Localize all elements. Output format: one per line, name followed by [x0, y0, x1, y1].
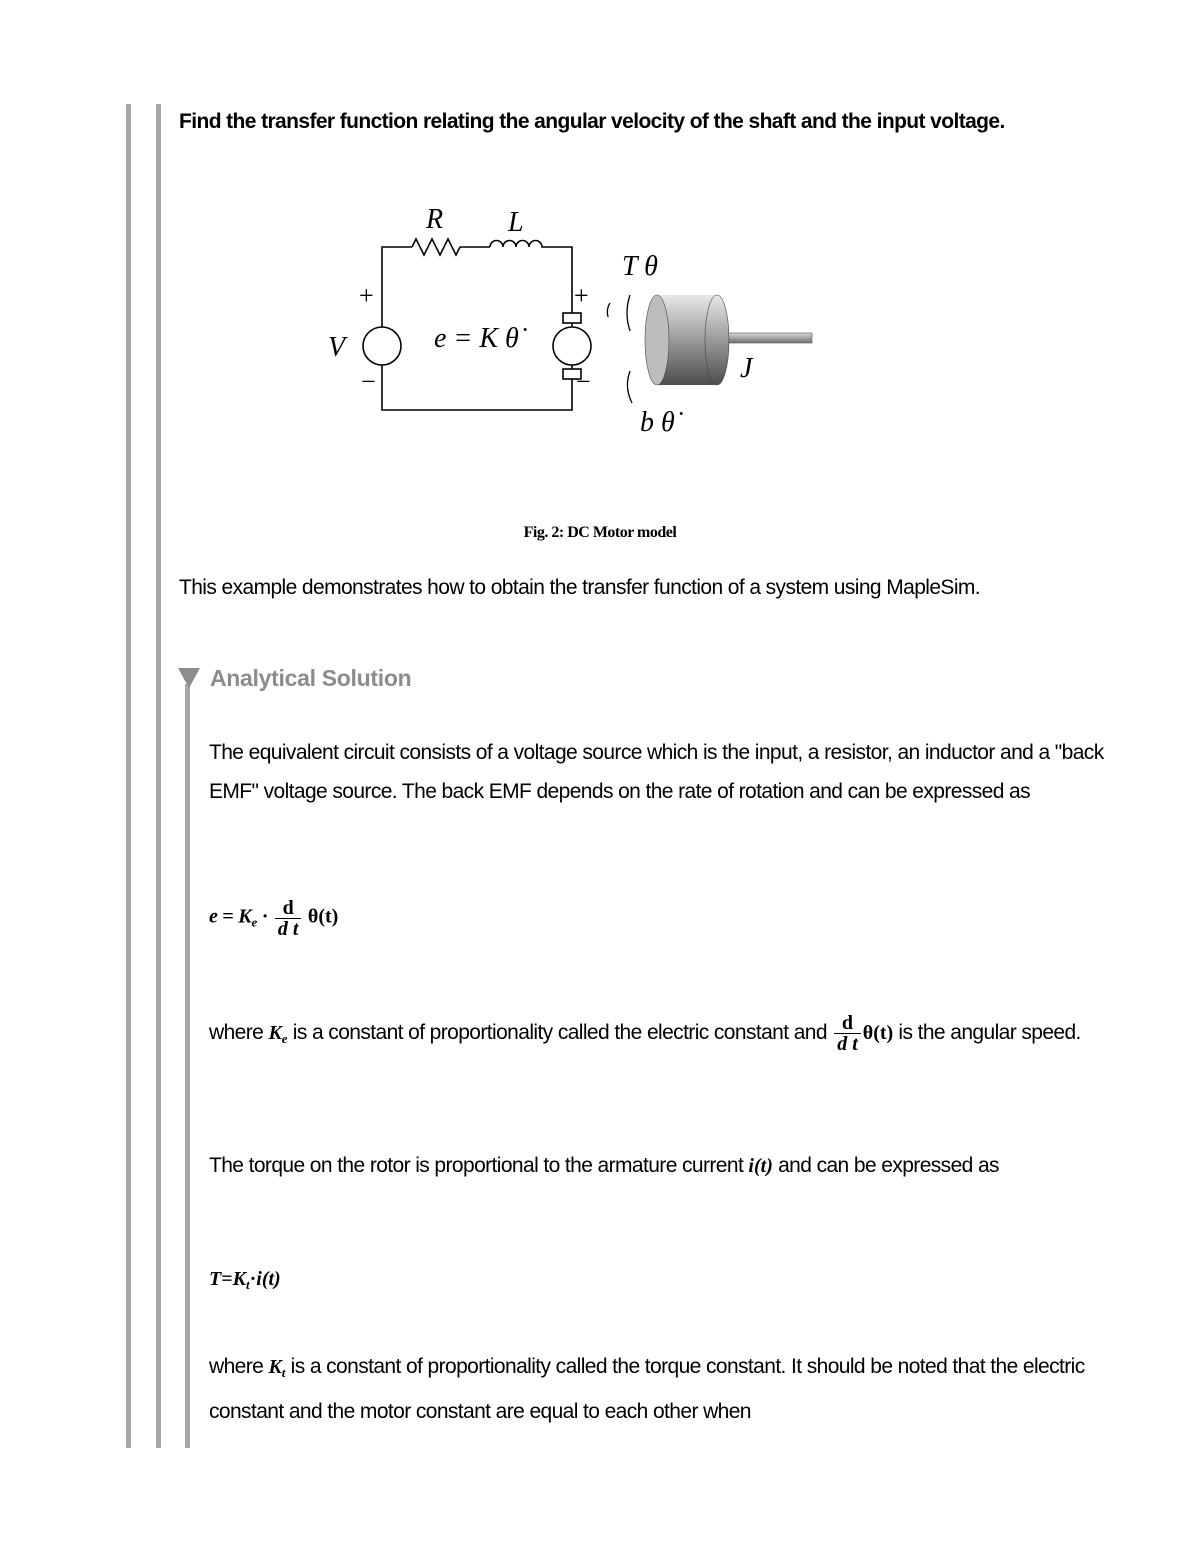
para2-mid: is a constant of proportionality called the electric constant and [287, 1021, 833, 1045]
motor-shaft [715, 333, 812, 343]
collapse-triangle-icon[interactable] [177, 667, 201, 689]
label-b-theta: b θ̇ [640, 407, 675, 438]
torque-arrows [607, 295, 632, 403]
para2-post: is the angular speed. [893, 1021, 1081, 1045]
section-title[interactable]: Analytical Solution [210, 665, 412, 691]
eq1-dot: · [261, 905, 269, 928]
paragraph-back-emf: The equivalent circuit consists of a voltage source which is the input, a resistor, an inductor and a "back EMF" voltage source. The back EMF depends on the rate of rotation and can be expressed as [209, 741, 1104, 803]
para2-d-den: d t [837, 1033, 858, 1055]
para2-derivative [834, 1013, 861, 1054]
eq2-K: K [232, 1268, 246, 1290]
eq2-i: i(t) [256, 1268, 281, 1290]
para4-K: K [268, 1356, 282, 1378]
eq1-K: K [238, 905, 252, 928]
label-L: L [508, 207, 524, 238]
eq1-d-num: d [275, 898, 302, 919]
paragraph-electric-constant [209, 1013, 1109, 1058]
para4-pre: where [209, 1355, 269, 1378]
paragraph-torque-constant [209, 1347, 1109, 1431]
equation-torque [209, 1268, 281, 1293]
label-emf: e = K θ̇ [434, 323, 519, 354]
label-V: V [328, 332, 346, 363]
eq1-equals: = [222, 905, 234, 928]
rotor-inertia [645, 295, 729, 385]
intro-text: This example demonstrates how to obtain the transfer function of a system using MapleSim. [179, 576, 981, 599]
eq2-lhs: T [209, 1268, 222, 1290]
para2-theta: θ(t) [862, 1022, 894, 1045]
resistor-symbol [412, 239, 460, 255]
outer-indent-bar [126, 104, 131, 1448]
eq2-equals: = [221, 1268, 233, 1290]
para3-pre: The torque on the rotor is proportional to the armature current [209, 1154, 749, 1177]
para2-d-num: d [834, 1013, 861, 1034]
para3-i: i(t) [748, 1155, 773, 1177]
para2-K-sub: e [281, 1031, 288, 1047]
inductor-symbol [490, 241, 544, 248]
para4-K-sub: t [281, 1365, 286, 1380]
label-plus-right: + [574, 281, 589, 310]
dc-motor-diagram [310, 195, 830, 445]
voltage-source-symbol [363, 327, 401, 365]
equation-back-emf [209, 898, 338, 939]
eq1-theta: θ(t) [307, 905, 339, 928]
label-J: J [740, 353, 753, 384]
question-text: Find the transfer function relating the angular velocity of the shaft and the input voltage. [179, 110, 1005, 133]
eq1-d-den: d t [277, 918, 299, 940]
figure-caption: Fig. 2: DC Motor model [523, 524, 677, 541]
para3-post: and can be expressed as [772, 1154, 999, 1177]
para2-K: K [268, 1022, 282, 1045]
inner-indent-bar [156, 104, 161, 1448]
label-minus-right: − [576, 367, 591, 396]
para2-pre: where [209, 1021, 269, 1045]
section-indent-bar [185, 684, 190, 1448]
label-plus-left: + [359, 281, 374, 310]
eq2-K-sub: t [245, 1277, 250, 1292]
paragraph-torque [209, 1146, 1109, 1186]
eq2-dot: · [249, 1268, 257, 1290]
eq1-derivative [275, 898, 302, 939]
eq1-K-sub: e [251, 914, 258, 930]
label-minus-left: − [361, 367, 376, 396]
para4-post: is a constant of proportionality called the torque constant. It should be noted that the electric constant and the motor constant are equal to each other when [209, 1355, 1085, 1423]
label-R: R [426, 204, 444, 235]
eq1-lhs: e [209, 905, 218, 928]
label-T-theta: T θ [622, 251, 658, 282]
